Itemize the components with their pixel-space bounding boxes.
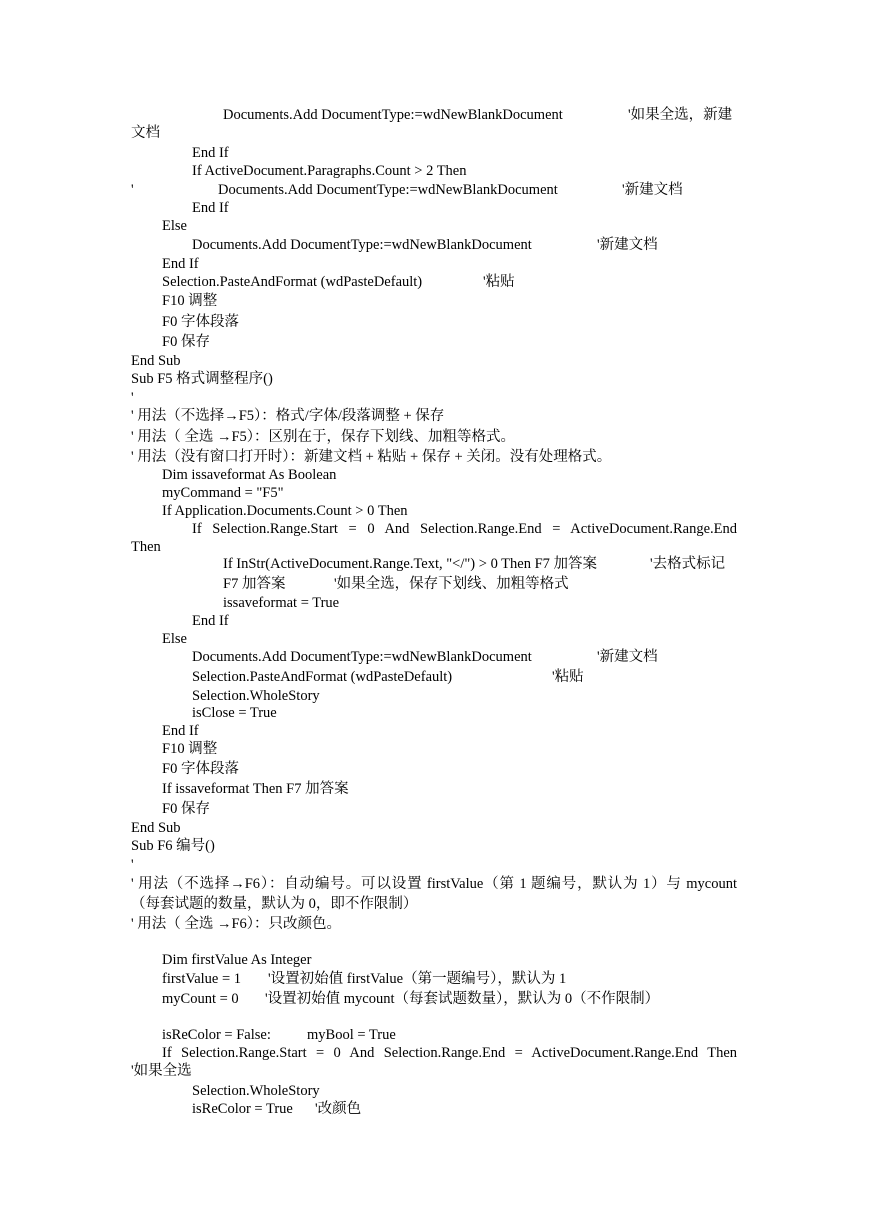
code-comment: '新建文档 [597, 649, 658, 665]
code-line: Documents.Add DocumentType:=wdNewBlankDocument [192, 237, 532, 253]
code-line [223, 106, 563, 124]
code-line: Documents.Add DocumentType:=wdNewBlankDocument [192, 649, 532, 665]
code-line: ' [131, 182, 134, 198]
code-line: Selection.PasteAndFormat (wdPasteDefault) [162, 274, 423, 290]
code-line: myCommand = "F5" [162, 485, 284, 501]
code-line: Selection.PasteAndFormat (wdPasteDefault) [192, 669, 453, 685]
code-line: Sub F6 编号() [131, 838, 215, 854]
code-line: F10 调整 [162, 741, 218, 757]
code-line: F0 字体段落 [162, 761, 239, 777]
code-line: isReColor = True [192, 1101, 293, 1117]
code-comment: '如果全选，新建 [628, 107, 733, 123]
code-line: Else [162, 218, 187, 234]
code-line: End If [162, 256, 199, 272]
code-line: F0 字体段落 [162, 314, 239, 330]
code-line: ' 用法（ 全选 →F5）：区别在于，保存下划线、加粗等格式。 [131, 429, 516, 445]
code-line: ' 用法（ 全选 →F6）：只改颜色。 [131, 916, 342, 932]
code-comment: '设置初始值 firstValue（第一题编号），默认为 1 [268, 971, 567, 987]
code-line: ' 用法（没有窗口打开时）：新建文档 + 粘贴 + 保存 + 关闭。没有处理格式。 [131, 449, 612, 465]
code-comment: '新建文档 [597, 237, 658, 253]
code-line: F10 调整 [162, 293, 218, 309]
code-line: Selection.WholeStory [192, 688, 320, 704]
code-line: Dim firstValue As Integer [162, 952, 312, 968]
code-line: If ActiveDocument.Paragraphs.Count > 2 Then [192, 163, 467, 179]
code-line: （每套试题的数量，默认为 0，即不作限制） [131, 896, 418, 912]
code-line: If Selection.Range.Start = 0 And Selection.Range.End = ActiveDocument.Range.End [192, 521, 737, 537]
code-line: If issaveformat Then F7 加答案 [162, 781, 349, 797]
code-line: Dim issaveformat As Boolean [162, 467, 337, 483]
code-comment: '如果全选，保存下划线、加粗等格式 [334, 576, 569, 592]
code-comment: '新建文档 [622, 182, 683, 198]
code-line: ' [131, 857, 134, 873]
code-line: isReColor = False: [162, 1027, 271, 1043]
code-line: Documents.Add DocumentType:=wdNewBlankDocument [218, 182, 558, 198]
code-line: ' 用法（不选择→F5）：格式/字体/段落调整 + 保存 [131, 408, 445, 424]
code-line: Then [131, 539, 161, 555]
code-line: ' [131, 390, 134, 406]
code-line: If Selection.Range.Start = 0 And Selection.Range.End = ActiveDocument.Range.End Then [162, 1045, 737, 1061]
code-line: '如果全选 [131, 1063, 192, 1079]
code-line: End Sub [131, 820, 181, 836]
code-line: Else [162, 631, 187, 647]
code-line: Sub F5 格式调整程序() [131, 371, 273, 387]
code-comment: '设置初始值 mycount（每套试题数量），默认为 0（不作限制） [265, 991, 660, 1007]
code-line: firstValue = 1 [162, 971, 242, 987]
code-comment: '粘贴 [483, 274, 515, 290]
code-line: End If [192, 200, 229, 216]
code-line: End Sub [131, 353, 181, 369]
code-line: F0 保存 [162, 801, 210, 817]
code-line: End If [192, 613, 229, 629]
code-comment: myBool = True [307, 1027, 396, 1043]
code-line: isClose = True [192, 705, 277, 721]
code-line: F7 加答案 [223, 576, 286, 592]
code-comment: '粘贴 [552, 669, 584, 685]
code-line: ' 用法（不选择→F6）：自动编号。可以设置 firstValue（第 1 题编号，默认为 1）与 mycount [131, 876, 737, 892]
code-line: issaveformat = True [223, 595, 340, 611]
code-line: F0 保存 [162, 334, 210, 350]
code-comment: '改颜色 [315, 1101, 362, 1117]
code-line: Selection.WholeStory [192, 1083, 320, 1099]
code-line: End If [192, 145, 229, 161]
code-line: 文档 [131, 125, 160, 141]
code-text: Documents.Add DocumentType:=wdNewBlankDocument [223, 107, 563, 123]
code-line: End If [162, 723, 199, 739]
code-comment: '去格式标记 [650, 556, 726, 572]
code-line: myCount = 0 [162, 991, 239, 1007]
code-line: If InStr(ActiveDocument.Range.Text, "</") > 0 Then F7 加答案 [223, 556, 598, 572]
code-line: If Application.Documents.Count > 0 Then [162, 503, 408, 519]
